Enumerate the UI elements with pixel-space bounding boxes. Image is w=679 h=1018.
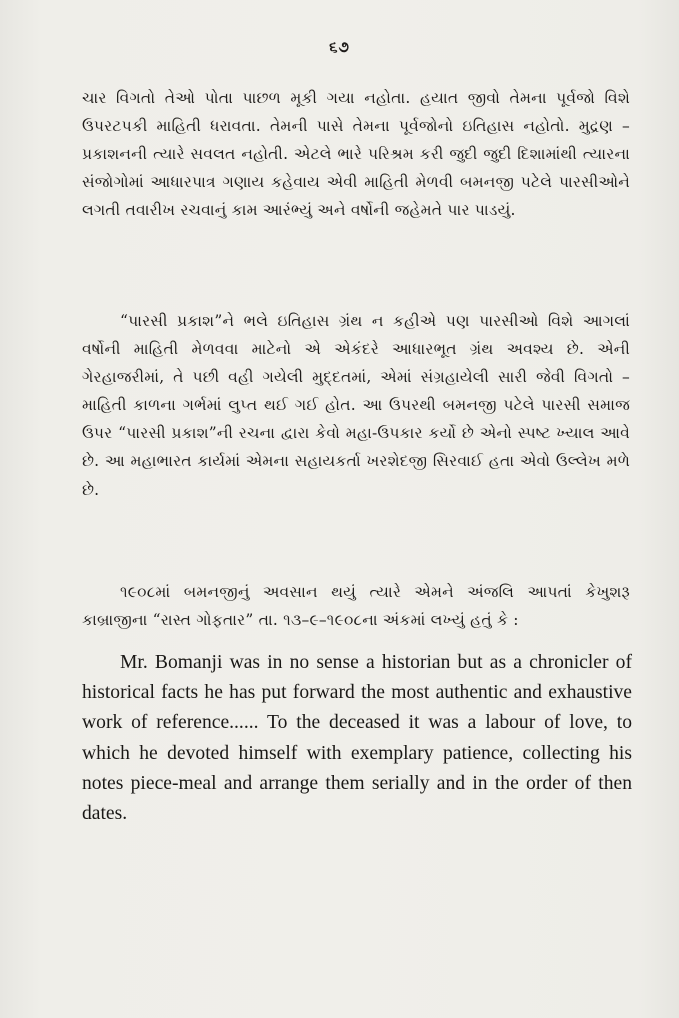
gujarati-paragraph-1: ચાર વિગતો તેઓ પોતા પાછળ મૂકી ગયા નહોતા. હયાત જીવો તેમના પૂર્વજો વિશે ઉપરટપકી માહિતી ધરાવતા. તેમની પાસે તેમના પૂર્વજોનો ઇતિહાસ નહોતો. મુદ્રણ – પ્રકાશનની ત્યારે સવલત નહોતી. એટલે ભારે પરિશ્રમ કરી જુદી જુદી દિશામાંથી ત્યારના સંજોગોમાં આધારપાત્ર ગણાય કહેવાય એવી માહિતી મેળવી બમનજી પટેલે પારસીઓને લગતી તવારીખ રચવાનું કામ આરંભ્યું અને વર્ષોની જહેમતે પાર પાડયું. <box>82 89 630 220</box>
gujarati-paragraph-2: “પારસી પ્રકાશ”ને ભલે ઇતિહાસ ગ્રંથ ન કહીએ પણ પારસીઓ વિશે આગલાં વર્ષોની માહિતી મેળવવા માટેનો એ એકંદરે આધારભૂત ગ્રંથ અવશ્ય છે. એની ગેરહાજરીમાં, તે પછી વહી ગયેલી મુદ્દતમાં, એમાં સંગ્રહાયેલી સારી જેવી વિગતો – માહિતી કાળના ગર્ભમાં લુપ્ત થઈ ગઈ હોત. આ ઉપરથી બમનજી પટેલે પારસી સમાજ ઉપર “પારસી પ્રકાશ”ની રચના દ્વારા કેવો મહા-ઉપકાર કર્યો છે એનો સ્પષ્ટ ખ્યાલ આવે છે. આ મહાભારત કાર્યમાં એમના સહાયકર્તા ખરશેદજી સિરવાઈ હતા એવો ઉલ્લેખ મળે છે. <box>82 312 630 499</box>
english-quotation: Mr. Bomanji was in no sense a historian but as a chronicler of historical facts he has put forward the most authentic and exhaustive work of reference...... To the deceased it was a labour of love, to which he devoted himself with exemplary patience, collecting his notes piece-meal and arrange them serially and in the order of then dates. <box>82 652 632 825</box>
page-number: ૬૭ <box>329 38 350 56</box>
gujarati-paragraph-3: ૧૯૦૮માં બમનજીનું અવસાન થયું ત્યારે એમને અંજલિ આપતાં કેખુશરૂ કાબ્રાજીના “રાસ્ત ગોફતાર” તા. ૧૩–૯–૧૯૦૮ના અંકમાં લખ્યું હતું કે : <box>82 583 630 630</box>
